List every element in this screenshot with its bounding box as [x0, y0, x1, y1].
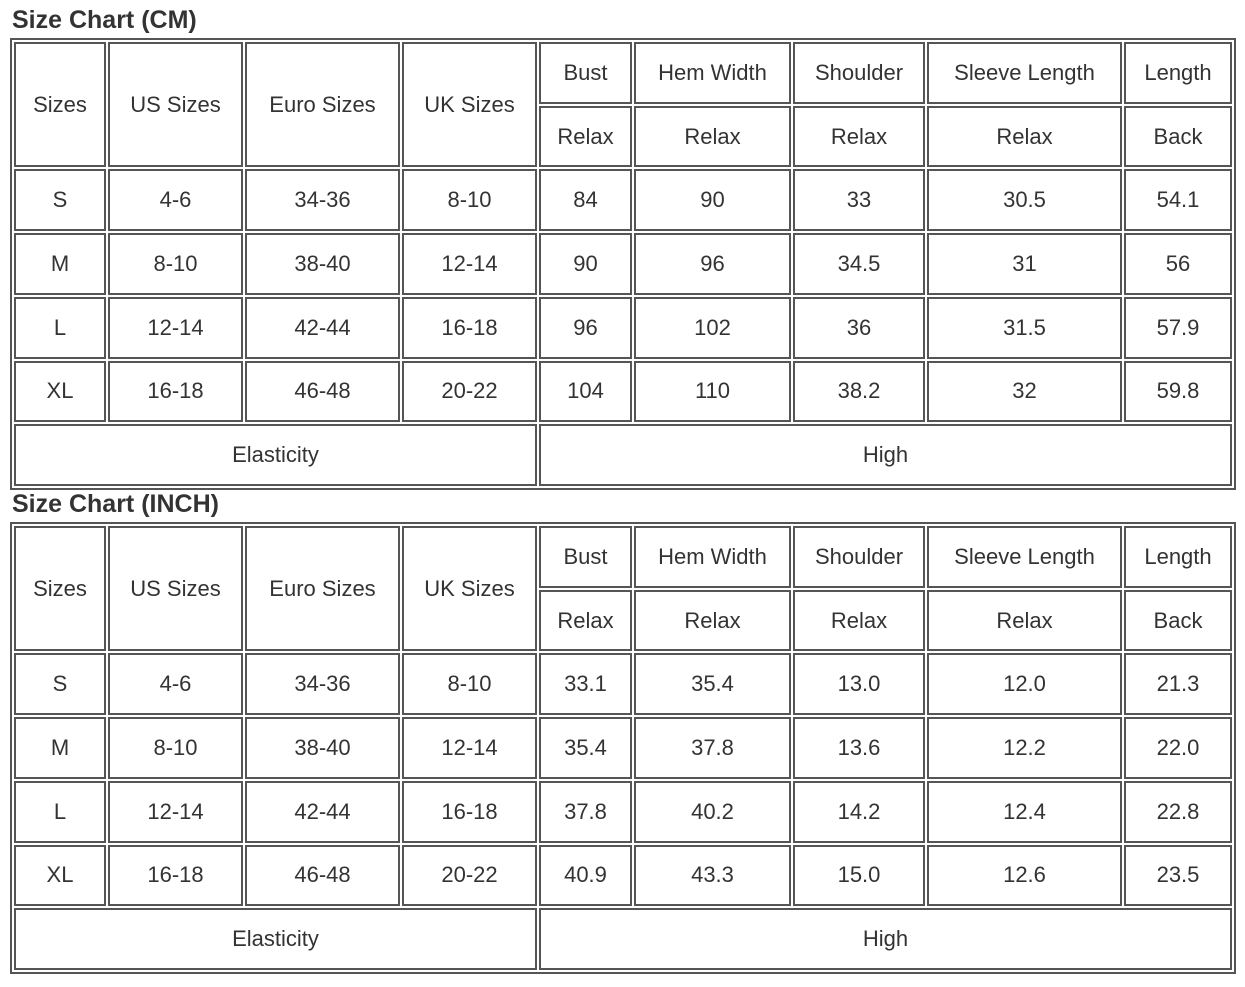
table-row — [14, 781, 1232, 843]
fit-hem-width: Relax — [634, 106, 791, 168]
cell-hem-width: 96 — [634, 233, 791, 295]
chart-title: Size Chart (INCH) — [12, 490, 219, 518]
cell-us-size: 4-6 — [108, 653, 243, 715]
cell-uk-size: 12-14 — [402, 233, 537, 295]
cell-bust: 84 — [539, 169, 632, 231]
fit-sleeve-length: Relax — [927, 106, 1122, 168]
cell-size: M — [14, 717, 106, 779]
cell-euro-size: 42-44 — [245, 297, 400, 359]
header-sizes: Sizes — [14, 42, 106, 167]
cell-sleeve-length: 12.6 — [927, 845, 1122, 907]
cell-hem-width: 40.2 — [634, 781, 791, 843]
cell-length: 56 — [1124, 233, 1232, 295]
header-length: Length — [1124, 526, 1232, 588]
cell-us-size: 12-14 — [108, 297, 243, 359]
header-sizes: Sizes — [14, 526, 106, 651]
cell-us-size: 8-10 — [108, 717, 243, 779]
header-shoulder: Shoulder — [793, 42, 925, 104]
header-hem-width: Hem Width — [634, 526, 791, 588]
elasticity-value: High — [539, 908, 1232, 970]
cell-bust: 33.1 — [539, 653, 632, 715]
cell-euro-size: 38-40 — [245, 717, 400, 779]
cell-sleeve-length: 30.5 — [927, 169, 1122, 231]
fit-bust: Relax — [539, 590, 632, 652]
cell-hem-width: 35.4 — [634, 653, 791, 715]
cell-shoulder: 14.2 — [793, 781, 925, 843]
cell-sleeve-length: 31.5 — [927, 297, 1122, 359]
cell-uk-size: 16-18 — [402, 781, 537, 843]
header-uk-sizes: UK Sizes — [402, 42, 537, 167]
header-hem-width: Hem Width — [634, 42, 791, 104]
size-table — [10, 38, 1236, 490]
cell-euro-size: 46-48 — [245, 361, 400, 423]
fit-hem-width: Relax — [634, 590, 791, 652]
table-row — [14, 233, 1232, 295]
cell-length: 57.9 — [1124, 297, 1232, 359]
header-sleeve-length: Sleeve Length — [927, 42, 1122, 104]
table-row — [14, 717, 1232, 779]
cell-uk-size: 20-22 — [402, 361, 537, 423]
header-bust: Bust — [539, 526, 632, 588]
cell-shoulder: 36 — [793, 297, 925, 359]
fit-shoulder: Relax — [793, 590, 925, 652]
cell-shoulder: 38.2 — [793, 361, 925, 423]
cell-sleeve-length: 12.2 — [927, 717, 1122, 779]
cell-size: M — [14, 233, 106, 295]
fit-bust: Relax — [539, 106, 632, 168]
cell-bust: 40.9 — [539, 845, 632, 907]
header-shoulder: Shoulder — [793, 526, 925, 588]
cell-length: 54.1 — [1124, 169, 1232, 231]
cell-size: L — [14, 297, 106, 359]
cell-uk-size: 8-10 — [402, 653, 537, 715]
cell-hem-width: 110 — [634, 361, 791, 423]
cell-euro-size: 46-48 — [245, 845, 400, 907]
cell-length: 23.5 — [1124, 845, 1232, 907]
cell-us-size: 4-6 — [108, 169, 243, 231]
cell-us-size: 8-10 — [108, 233, 243, 295]
cell-hem-width: 90 — [634, 169, 791, 231]
cell-sleeve-length: 12.0 — [927, 653, 1122, 715]
cell-bust: 104 — [539, 361, 632, 423]
cell-us-size: 16-18 — [108, 845, 243, 907]
size-table — [10, 522, 1236, 974]
header-sleeve-length: Sleeve Length — [927, 526, 1122, 588]
cell-uk-size: 8-10 — [402, 169, 537, 231]
cell-hem-width: 37.8 — [634, 717, 791, 779]
table-row — [14, 845, 1232, 907]
cell-length: 22.8 — [1124, 781, 1232, 843]
header-bust: Bust — [539, 42, 632, 104]
elasticity-value: High — [539, 424, 1232, 486]
table-row — [14, 169, 1232, 231]
cell-bust: 35.4 — [539, 717, 632, 779]
table-row — [14, 361, 1232, 423]
cell-euro-size: 34-36 — [245, 653, 400, 715]
cell-shoulder: 13.6 — [793, 717, 925, 779]
header-euro-sizes: Euro Sizes — [245, 526, 400, 651]
header-uk-sizes: UK Sizes — [402, 526, 537, 651]
fit-sleeve-length: Relax — [927, 590, 1122, 652]
header-us-sizes: US Sizes — [108, 526, 243, 651]
cell-size: S — [14, 653, 106, 715]
fit-length: Back — [1124, 590, 1232, 652]
cell-sleeve-length: 31 — [927, 233, 1122, 295]
cell-euro-size: 38-40 — [245, 233, 400, 295]
cell-shoulder: 13.0 — [793, 653, 925, 715]
cell-size: S — [14, 169, 106, 231]
cell-hem-width: 43.3 — [634, 845, 791, 907]
header-row-measures — [14, 42, 1232, 104]
cell-bust: 96 — [539, 297, 632, 359]
cell-sleeve-length: 32 — [927, 361, 1122, 423]
cell-size: XL — [14, 845, 106, 907]
cell-bust: 37.8 — [539, 781, 632, 843]
table-row — [14, 653, 1232, 715]
header-row-measures — [14, 526, 1232, 588]
elasticity-label: Elasticity — [14, 424, 537, 486]
cell-us-size: 16-18 — [108, 361, 243, 423]
cell-uk-size: 16-18 — [402, 297, 537, 359]
fit-shoulder: Relax — [793, 106, 925, 168]
chart-title: Size Chart (CM) — [12, 6, 197, 34]
cell-euro-size: 34-36 — [245, 169, 400, 231]
elasticity-row — [14, 908, 1232, 970]
cell-us-size: 12-14 — [108, 781, 243, 843]
cell-length: 21.3 — [1124, 653, 1232, 715]
cell-uk-size: 20-22 — [402, 845, 537, 907]
cell-size: L — [14, 781, 106, 843]
fit-length: Back — [1124, 106, 1232, 168]
header-length: Length — [1124, 42, 1232, 104]
cell-length: 59.8 — [1124, 361, 1232, 423]
cell-hem-width: 102 — [634, 297, 791, 359]
cell-euro-size: 42-44 — [245, 781, 400, 843]
cell-shoulder: 33 — [793, 169, 925, 231]
cell-bust: 90 — [539, 233, 632, 295]
header-us-sizes: US Sizes — [108, 42, 243, 167]
table-row — [14, 297, 1232, 359]
cell-size: XL — [14, 361, 106, 423]
cell-length: 22.0 — [1124, 717, 1232, 779]
cell-shoulder: 34.5 — [793, 233, 925, 295]
elasticity-row — [14, 424, 1232, 486]
cell-sleeve-length: 12.4 — [927, 781, 1122, 843]
header-euro-sizes: Euro Sizes — [245, 42, 400, 167]
elasticity-label: Elasticity — [14, 908, 537, 970]
cell-shoulder: 15.0 — [793, 845, 925, 907]
cell-uk-size: 12-14 — [402, 717, 537, 779]
